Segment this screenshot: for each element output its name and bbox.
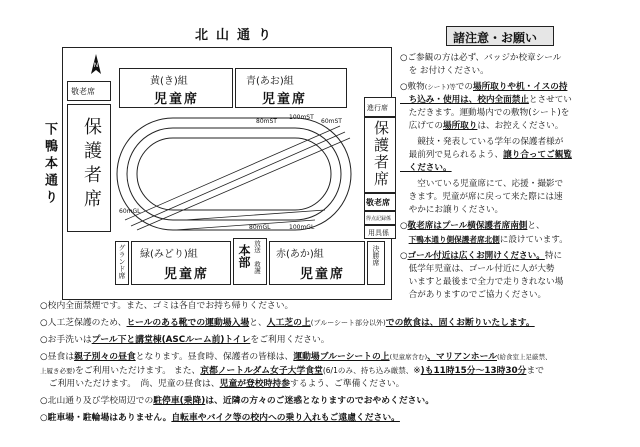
keirou-seat-left: 敬老席 <box>67 81 111 101</box>
track-label-100st: 100mST <box>289 114 314 121</box>
notice-line: 合がありますのでご協力ください。 <box>400 290 547 300</box>
bottom-line: ○お手洗いはプール下と講堂棟(ASCルーム前)トイレをご利用ください。 <box>40 335 330 345</box>
ketsusho-seat: 決勝席 <box>367 241 385 285</box>
hogosha-seat-right: 保護者席 <box>364 117 396 193</box>
notice-line: ○ご参観の方は必ず、バッジか校章シール <box>400 53 562 63</box>
notice-line: 低学年児童は、ゴール付近に人が大勢 <box>400 264 555 274</box>
bottom-line: ○駐車場・駐輪場はありません。自転車やバイク等の校内への乗り入れもご遠慮ください。 <box>40 413 400 423</box>
seat-green: 緑(みどり)組 児童席 <box>131 241 231 285</box>
bottom-line: ○昼食は親子別々の昼食となります。昼食時、保護者の皆様は、運動場ブルーシートの上(児童席含む)、マリアンホール(給食室上足厳禁、 <box>40 352 552 362</box>
bottom-line: ご利用いただけます。 尚、児童の昼食は、児童が登校時持参するよう、ご準備ください。 <box>40 379 405 389</box>
notice-line: ○敬老席はプール横保護者席南側と、 <box>400 221 545 231</box>
running-track <box>115 116 355 234</box>
shinko-seat: 進行席 <box>364 97 396 117</box>
bottom-line: ○校内全面禁煙です。また、ゴミは各自でお持ち帰りください。 <box>40 301 294 311</box>
notice-line: を お付けください。 <box>400 66 489 76</box>
grand-seat: グランド席 <box>115 241 129 285</box>
notice-line: いますと最後まで全力で走りきれない場 <box>400 277 564 287</box>
bottom-line: 上履き必要)をご利用いただけます。 また、京都ノートルダム女子大学食堂(6/1のみ、持ち込み厳禁、※)も11時15分～13時30分まで <box>40 366 545 376</box>
keirou-seat-right: 敬老席 <box>364 193 396 211</box>
school-ground-map <box>62 47 392 300</box>
north-arrow-icon <box>90 54 102 76</box>
notice-line: ○ゴール付近は広くお開けください。特に <box>400 251 563 261</box>
track-label-60gl: 60mGL <box>119 208 141 215</box>
notice-heading-box <box>446 26 554 46</box>
notice-line: きます。児童が席に戻って来た際には速 <box>400 192 563 202</box>
notice-line: ください。 <box>400 163 452 173</box>
tokuten-area: 得点記録係 <box>364 211 396 225</box>
notice-line: ただきます。運動場内での敷物(シート)を <box>400 108 570 118</box>
notice-line: 競技・発表している学年の保護者様が <box>400 137 564 147</box>
bottom-line: ○人工芝保護のため、ヒールのある靴での運動場入場と、人工芝の上(ブルーシート部分以外)での飲食は、固くお断りいたします。 <box>40 318 535 328</box>
street-label-shimogamo: 下鴨本通り <box>42 122 57 207</box>
bottom-notes <box>40 300 638 425</box>
notice-line: やかにお譲りください。 <box>400 205 504 215</box>
notice-line: ち込み・使用は、校内全面禁止とさせてい <box>400 95 572 105</box>
notice-line: 最前列で見られるよう、譲り合ってご観覧 <box>400 150 572 160</box>
yogu-area: 用具係 <box>364 225 396 239</box>
notice-line: 下鴨本通り側保護者席北側に設けています。 <box>408 235 568 245</box>
notice-line: 空いている児童席にて、応援・撮影で <box>400 179 564 189</box>
seat-yellow: 黄(き)組 児童席 <box>119 68 233 108</box>
street-label-kitayama: 北山通り <box>195 28 280 43</box>
honbu-area: 本部 放送 救護 <box>233 238 267 285</box>
track-label-80gl: 80mGL <box>249 224 271 231</box>
notice-line: ○敷物(シート)等での場所取りや机・イスの持 <box>400 82 568 92</box>
notice-line: 広げての場所取りは、お控えください。 <box>400 121 564 131</box>
bottom-line: ○北山通り及び学校周辺での駐停車(乗降)は、近隣の方々のご迷惑となりますのでおやめください。 <box>40 396 435 406</box>
seat-red: 赤(あか)組 児童席 <box>269 241 365 285</box>
svg-text:N: N <box>93 62 99 69</box>
track-label-60st: 60mST <box>321 118 342 125</box>
track-label-100gl: 100mGL <box>289 224 315 231</box>
notice-list <box>400 52 636 302</box>
notice-heading: 諸注意・お願い <box>453 31 538 45</box>
hogosha-seat-left: 保護者席 <box>67 104 111 232</box>
track-label-80st: 80mST <box>256 118 277 125</box>
seat-blue: 青(あお)組 児童席 <box>235 68 347 108</box>
